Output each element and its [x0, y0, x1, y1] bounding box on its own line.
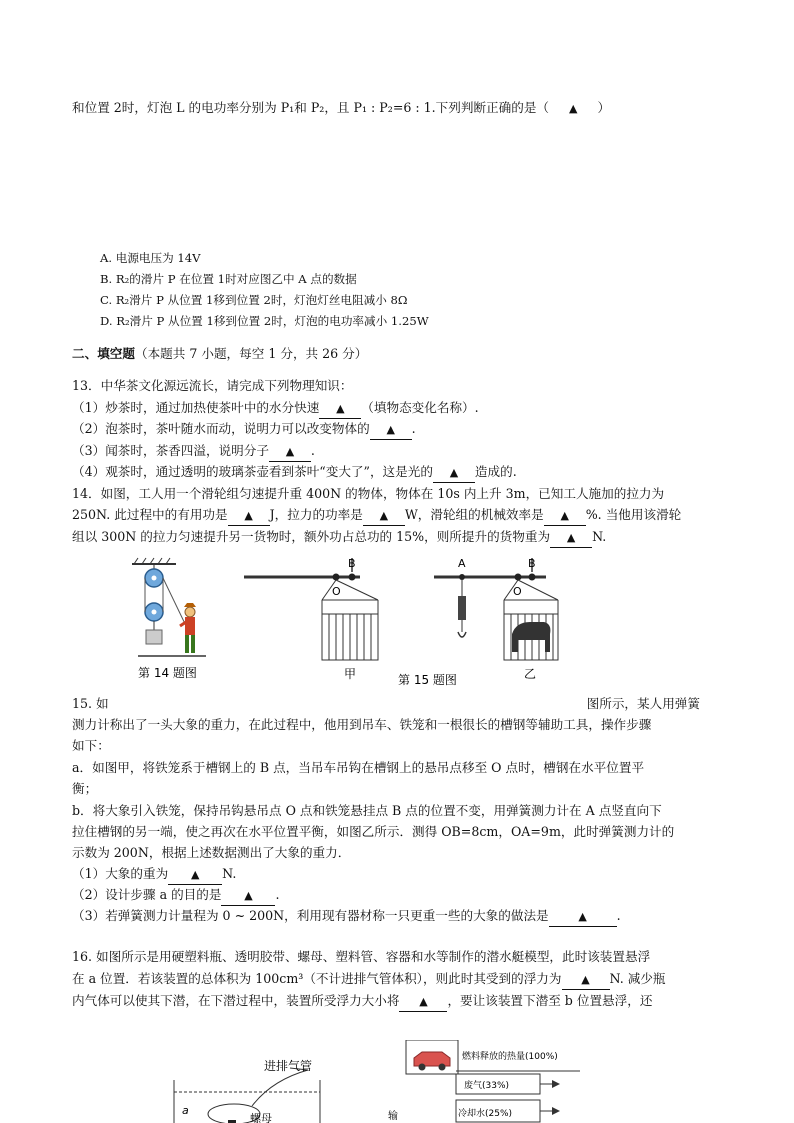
answer-blank: ▲ [370, 419, 412, 440]
answer-blank: ▲ [228, 505, 270, 526]
energy-exhaust: 废气(33%) [464, 1081, 510, 1091]
q15-sub1: （1）大象的重为 ▲ N. [72, 864, 236, 885]
q15-step-b-line2: 拉住槽钢的另一端，使之再次在水平位置平衡，如图乙所示．测得 OB=8cm，OA=9m，此时弹簧测力计的 [72, 824, 675, 839]
fig14-caption: 第 14 题图 [138, 666, 197, 680]
fig15-caption: 第 15 题图 [398, 673, 457, 687]
label-o-yi: O [513, 585, 522, 598]
answer-blank: ▲ [550, 527, 592, 548]
answer-blank: ▲ [319, 398, 361, 419]
section-heading: 二、填空题（本题共 7 小题，每空 1 分，共 26 分） [72, 346, 368, 361]
q15-line3: 如下： [72, 738, 110, 753]
figures-14-15 [120, 552, 600, 692]
figure-jia [244, 558, 378, 660]
option-b: B. R₂的滑片 P 在位置 1时对应图乙中 A 点的数据 [100, 272, 357, 286]
answer-blank-marker: ▲ [569, 102, 578, 115]
q13-part1: （1）炒茶时，通过加热使茶叶中的水分快速 ▲ （填物态变化名称）. [72, 398, 479, 419]
label-b-jia: B [348, 557, 356, 570]
q16-line2: 在 a 位置．若该装置的总体积为 100cm³（不计进排气管体积），则此时其受到的浮力为 ▲ N. 减少瓶 [72, 969, 666, 990]
q14-line2: 250N. 此过程中的有用功是 ▲ J，拉力的功率是 ▲ W，滑轮组的机械效率是 ▲ %. 当他用该滑轮 [72, 505, 681, 526]
answer-blank: ▲ [221, 885, 275, 906]
question-12-stem: 和位置 2时，灯泡 L 的电功率分别为 P₁和 P₂，且 P₁ : P₂=6 : 1.下列判断正确的是（ ▲ ） [72, 100, 611, 115]
q14-line1: 14．如图，工人用一个滑轮组匀速提升重 400N 的物体，物体在 10s 内上升 3m，已知工人施加的拉力为 [72, 486, 665, 501]
q15-step-b: b．将大象引入铁笼，保持吊钩悬吊点 O 点和铁笼悬挂点 B 点的位置不变，用弹簧测力计在 A 点竖直向下 [72, 803, 662, 818]
q13-stem: 13．中华茶文化源远流长，请完成下列物理知识： [72, 378, 353, 393]
q15-step-b-line3: 示数为 200N，根据上述数据测出了大象的重力． [72, 845, 351, 860]
answer-blank: ▲ [433, 462, 475, 483]
option-d: D. R₂滑片 P 从位置 1移到位置 2时，灯泡的电功率减小 1.25W [100, 314, 429, 328]
answer-blank: ▲ [549, 906, 617, 927]
answer-blank: ▲ [544, 505, 586, 526]
energy-title: 燃料释放的热量(100%) [462, 1052, 558, 1062]
label-a-yi: A [458, 557, 466, 570]
fig15-yi-label: 乙 [524, 667, 537, 681]
q15-sub3: （3）若弹簧测力计量程为 0 ~ 200N，利用现有器材称一只更重一些的大象的做法是 ▲ . [72, 906, 621, 927]
q15-sub2: （2）设计步骤 a 的目的是 ▲ . [72, 885, 279, 906]
answer-blank: ▲ [399, 991, 447, 1012]
option-a: A. 电源电压为 14V [100, 251, 201, 265]
pulley-figure [132, 558, 206, 656]
q13-part2: （2）泡茶时，茶叶随水而动，说明力可以改变物体的 ▲ . [72, 419, 416, 440]
answer-blank: ▲ [562, 969, 610, 990]
answer-blank: ▲ [363, 505, 405, 526]
q15-step-a: a．如图甲，将铁笼系于槽钢上的 B 点，当吊车吊钩在槽钢上的悬吊点移至 O 点时，槽钢在水平位置平 [72, 760, 645, 775]
q15-step-a-cont: 衡； [72, 781, 98, 796]
pipe-label: 进排气管 [264, 1059, 313, 1073]
q13-part4: （4）观茶时，通过透明的玻璃茶壶看到茶叶“变大了”，这是光的 ▲ 造成的. [72, 462, 517, 483]
q15-line2: 测力计称出了一头大象的重力，在此过程中，他用到吊车、铁笼和一根很长的槽钢等辅助工具，操作步骤 [72, 717, 652, 732]
q15-line1: 15. 如 图所示，某人用弹簧 [72, 696, 700, 711]
q13-part3: （3）闻茶时，茶香四溢，说明分子 ▲ . [72, 441, 315, 462]
position-a-label: a [182, 1104, 189, 1117]
answer-blank: ▲ [269, 441, 311, 462]
fig15-jia-label: 甲 [344, 667, 357, 681]
q14-line3: 组以 300N 的拉力匀速提升另一货物时，额外功占总功的 15%，则所提升的货物重为 ▲ N. [72, 527, 606, 548]
label-o-jia: O [332, 585, 341, 598]
energy-cooling: 冷却水(25%) [458, 1109, 513, 1119]
q16-line1: 16. 如图所示是用硬塑料瓶、透明胶带、螺母、塑料管、容器和水等制作的潜水艇模型，此时该装置悬浮 [72, 949, 651, 964]
option-c: C. R₂滑片 P 从位置 1移到位置 2时，灯泡灯丝电阻减小 8Ω [100, 293, 408, 307]
label-b-yi: B [528, 557, 536, 570]
submarine-model-figure [174, 1068, 320, 1123]
bottom-figures [160, 1040, 720, 1123]
energy-left-label: 输 [388, 1111, 398, 1122]
answer-blank: ▲ [168, 864, 222, 885]
q16-line3: 内气体可以使其下潜，在下潜过程中，装置所受浮力大小将 ▲ ，要让该装置下潜至 b 位置悬浮，还 [72, 991, 652, 1012]
nut-label: 螺母 [250, 1112, 272, 1123]
figure-yi [434, 558, 558, 660]
